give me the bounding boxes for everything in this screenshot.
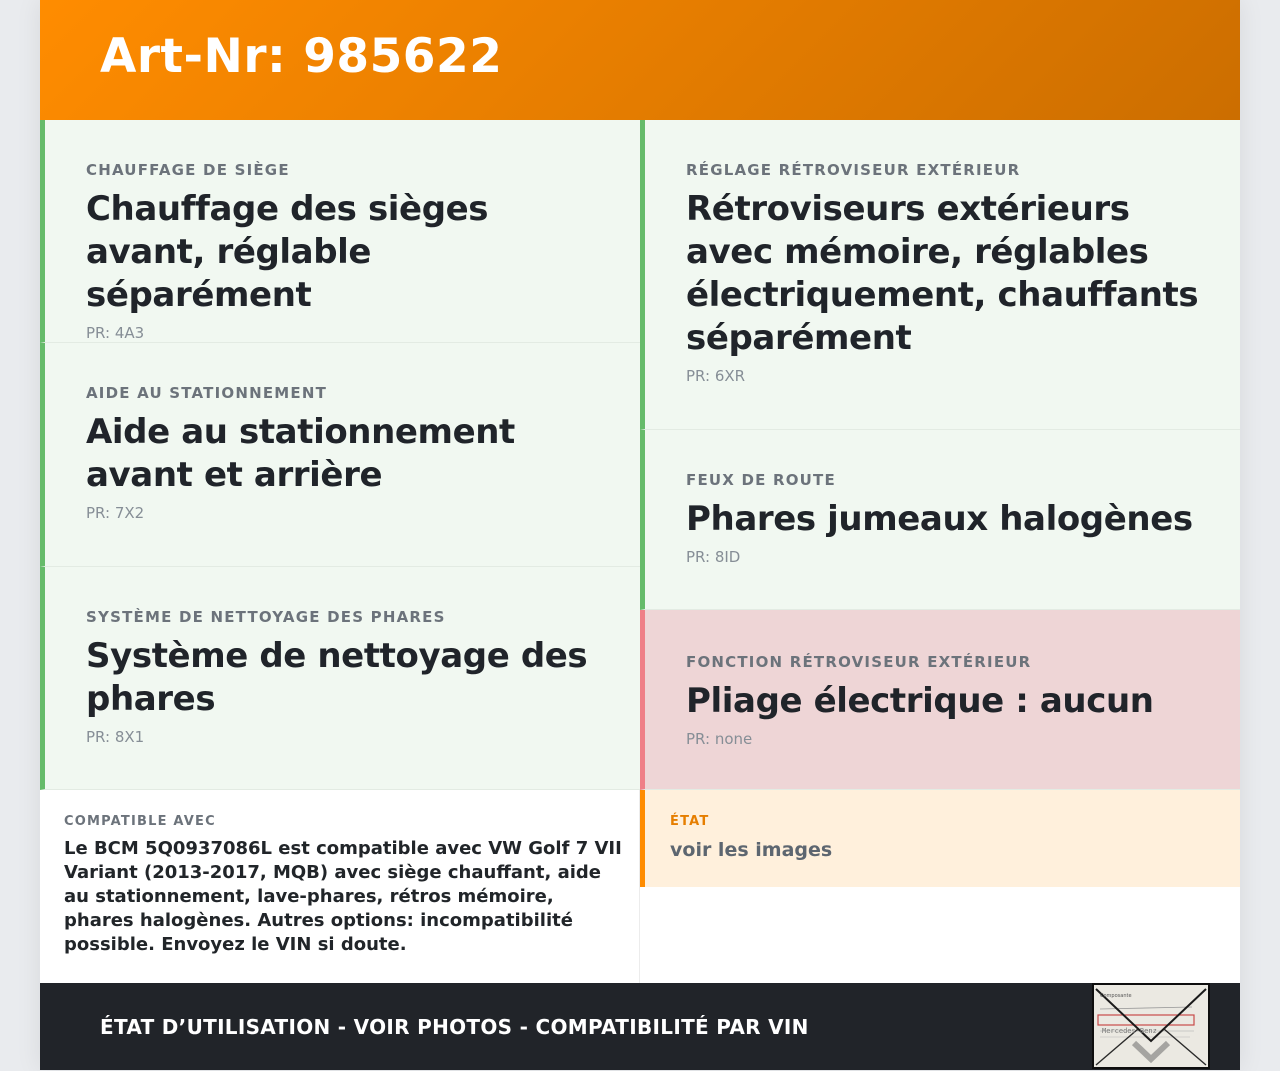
feature-pr-code: PR: 8X1 bbox=[86, 728, 145, 746]
feature-grid bbox=[40, 120, 1240, 790]
feature-card-headlight-washer bbox=[40, 567, 640, 790]
feature-category: FEUX DE ROUTE bbox=[686, 471, 836, 489]
feature-card-high-beam bbox=[640, 430, 1240, 610]
compatibility-label: COMPATIBLE AVEC bbox=[64, 814, 216, 829]
header-banner bbox=[40, 0, 1240, 120]
feature-card-mirror-folding bbox=[640, 610, 1240, 790]
footer-bar bbox=[40, 983, 1240, 1070]
feature-column-left bbox=[40, 120, 640, 790]
feature-card-seat-heating bbox=[40, 120, 640, 343]
part-label-photo-icon bbox=[1094, 985, 1208, 1067]
feature-pr-code: PR: 4A3 bbox=[86, 324, 145, 342]
feature-pr-code: PR: none bbox=[686, 730, 753, 748]
feature-pr-code: PR: 7X2 bbox=[86, 504, 145, 522]
feature-category: SYSTÈME DE NETTOYAGE DES PHARES bbox=[86, 608, 446, 626]
condition-label: ÉTAT bbox=[670, 814, 710, 829]
compatibility-box bbox=[40, 790, 640, 983]
part-label-photo-thumbnail[interactable] bbox=[1092, 983, 1210, 1069]
feature-category: CHAUFFAGE DE SIÈGE bbox=[86, 161, 290, 179]
feature-title: Chauffage des sièges avant, réglable séparément bbox=[86, 189, 489, 315]
article-number-title: Art-Nr: 985622 bbox=[100, 28, 503, 84]
feature-card-parking-aid bbox=[40, 343, 640, 567]
page bbox=[40, 0, 1240, 1070]
bottom-section bbox=[40, 790, 1240, 983]
feature-title: Phares jumeaux halogènes bbox=[686, 499, 1193, 539]
compatibility-text: Le BCM 5Q0937086L est compatible avec VW Golf 7 VII Variant (2013-2017, MQB) avec siège chauffant, aide au stationnement, lave-phares, rétros mémoire, phares halogènes. Autres options: incompatibilité possible. Envoyez le VIN si doute. bbox=[64, 838, 622, 955]
feature-pr-code: PR: 6XR bbox=[686, 367, 746, 385]
feature-title: Rétroviseurs extérieurs avec mémoire, réglables électriquement, chauffants séparément bbox=[686, 189, 1199, 358]
feature-title: Système de nettoyage des phares bbox=[86, 636, 588, 719]
feature-title: Aide au stationnement avant et arrière bbox=[86, 412, 515, 495]
condition-value: voir les images bbox=[670, 839, 833, 861]
thumbnail-brand: Mercedes-Benz bbox=[1102, 1027, 1157, 1035]
footer-text: ÉTAT D’UTILISATION - VOIR PHOTOS - COMPATIBILITÉ PAR VIN bbox=[100, 1014, 809, 1039]
feature-column-right bbox=[640, 120, 1240, 790]
thumbnail-caption: Composante bbox=[1100, 993, 1132, 999]
feature-title: Pliage électrique : aucun bbox=[686, 681, 1154, 721]
condition-box bbox=[640, 790, 1240, 887]
feature-category: RÉGLAGE RÉTROVISEUR EXTÉRIEUR bbox=[686, 161, 1021, 179]
feature-pr-code: PR: 8ID bbox=[686, 548, 741, 566]
feature-category: AIDE AU STATIONNEMENT bbox=[86, 384, 328, 402]
feature-category: FONCTION RÉTROVISEUR EXTÉRIEUR bbox=[686, 653, 1032, 671]
feature-card-mirror-adjust bbox=[640, 120, 1240, 430]
